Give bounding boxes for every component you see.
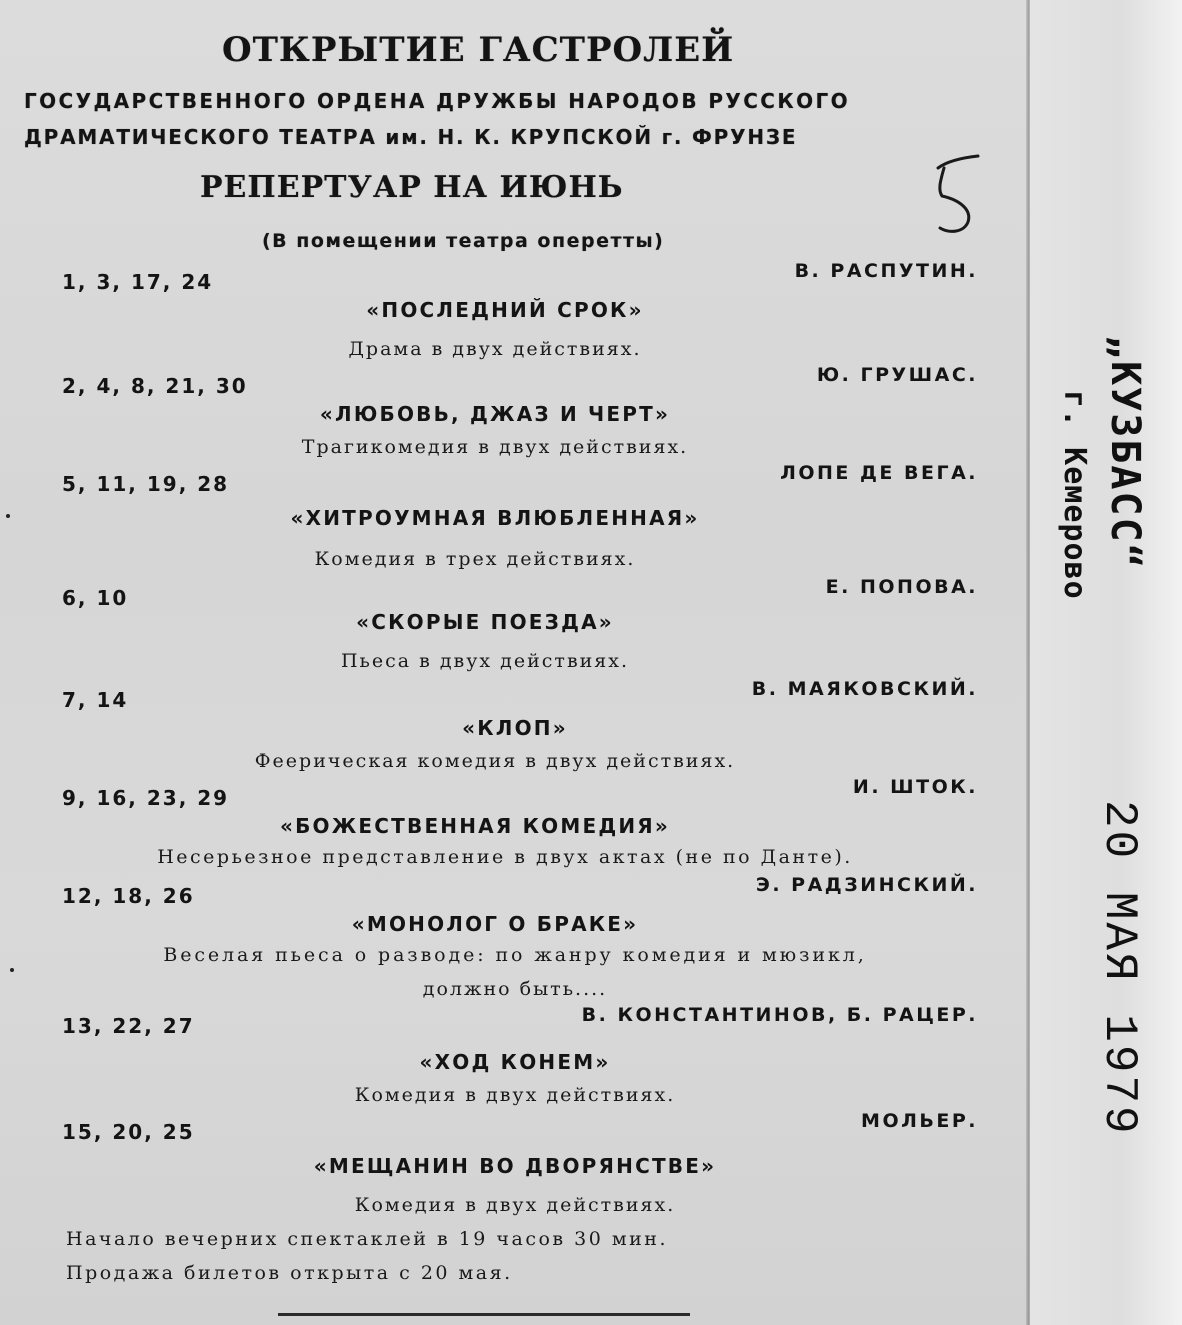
ticket-sales-note: Продажа билетов открыта с 20 мая.	[66, 1262, 513, 1284]
ink-speck	[6, 514, 10, 518]
play-author: Е. ПОПОВА.	[825, 576, 978, 598]
stamp-newspaper-name: „КУЗБАСС“	[1102, 335, 1148, 570]
play-author: Ю. ГРУШАС.	[816, 364, 978, 386]
play-genre: Комедия в двух действиях.	[354, 1084, 676, 1106]
play-title: «ПОСЛЕДНИЙ СРОК»	[366, 298, 644, 322]
play-author: И. ШТОК.	[852, 776, 978, 798]
play-title: «СКОРЫЕ ПОЕЗДА»	[356, 610, 614, 634]
play-title: «КЛОП»	[462, 716, 568, 740]
play-genre: Феерическая комедия в двух действиях.	[254, 750, 736, 772]
play-dates: 7, 14	[62, 688, 129, 712]
bleed-through-text: ᅠ	[290, 320, 377, 426]
play-dates: 5, 11, 19, 28	[62, 472, 230, 496]
play-dates: 6, 10	[62, 586, 129, 610]
play-author: В. РАСПУТИН.	[794, 260, 978, 282]
play-dates: 9, 16, 23, 29	[62, 786, 230, 810]
divider-rule	[278, 1313, 690, 1316]
handwritten-mark	[920, 130, 990, 245]
play-title: «МОНОЛОГ О БРАКЕ»	[351, 912, 639, 936]
play-author: Э. РАДЗИНСКИЙ.	[755, 874, 978, 896]
play-genre: Трагикомедия в двух действиях.	[301, 436, 689, 458]
stamp-date: 20 МАЯ 1979	[1093, 800, 1145, 1137]
play-genre-continued: должно быть....	[422, 978, 608, 1000]
stamp-city: г. Кемерово	[1057, 390, 1092, 600]
play-genre: Драма в двух действиях.	[348, 338, 642, 360]
play-genre: Пьеса в двух действиях.	[340, 650, 630, 672]
play-genre: Комедия в трех действиях.	[314, 548, 636, 570]
play-title: «БОЖЕСТВЕННАЯ КОМЕДИЯ»	[279, 814, 671, 838]
play-title: «МЕЩАНИН ВО ДВОРЯНСТВЕ»	[313, 1154, 717, 1178]
play-genre: Веселая пьеса о разводе: по жанру комедия и мюзикл,	[163, 944, 867, 966]
repertoire-title: РЕПЕРТУАР НА ИЮНЬ	[200, 170, 624, 205]
venue-note: (В помещении театра оперетты)	[262, 230, 665, 252]
play-dates: 15, 20, 25	[62, 1120, 195, 1144]
play-title: «ЛЮБОВЬ, ДЖАЗ И ЧЕРТ»	[319, 402, 671, 426]
page-title: ОТКРЫТИЕ ГАСТРОЛЕЙ	[222, 30, 735, 70]
theatre-name-line-1: ГОСУДАРСТВЕННОГО ОРДЕНА ДРУЖБЫ НАРОДОВ РУССКОГО	[24, 89, 851, 113]
play-title: «ХИТРОУМНАЯ ВЛЮБЛЕННАЯ»	[290, 506, 700, 530]
theatre-name-line-2: ДРАМАТИЧЕСКОГО ТЕАТРА им. Н. К. КРУПСКОЙ г. ФРУНЗЕ	[24, 125, 798, 149]
performance-start-time: Начало вечерних спектаклей в 19 часов 30 мин.	[66, 1228, 669, 1250]
play-genre: Несерьезное представление в двух актах (не по Данте).	[157, 846, 853, 868]
play-dates: 2, 4, 8, 21, 30	[62, 374, 248, 398]
play-author: В. МАЯКОВСКИЙ.	[751, 678, 978, 700]
archive-stamp-strip	[1030, 0, 1182, 1325]
play-entry	[0, 874, 1030, 1014]
play-dates: 1, 3, 17, 24	[62, 270, 214, 294]
ink-speck	[10, 968, 14, 972]
play-title: «ХОД КОНЕМ»	[419, 1050, 611, 1074]
play-genre: Комедия в двух действиях.	[354, 1194, 676, 1216]
play-author: В. КОНСТАНТИНОВ, Б. РАЦЕР.	[581, 1004, 978, 1026]
play-author: МОЛЬЕР.	[861, 1110, 978, 1132]
play-dates: 12, 18, 26	[62, 884, 195, 908]
play-author: ЛОПЕ ДЕ ВЕГА.	[780, 462, 978, 484]
play-dates: 13, 22, 27	[62, 1014, 195, 1038]
